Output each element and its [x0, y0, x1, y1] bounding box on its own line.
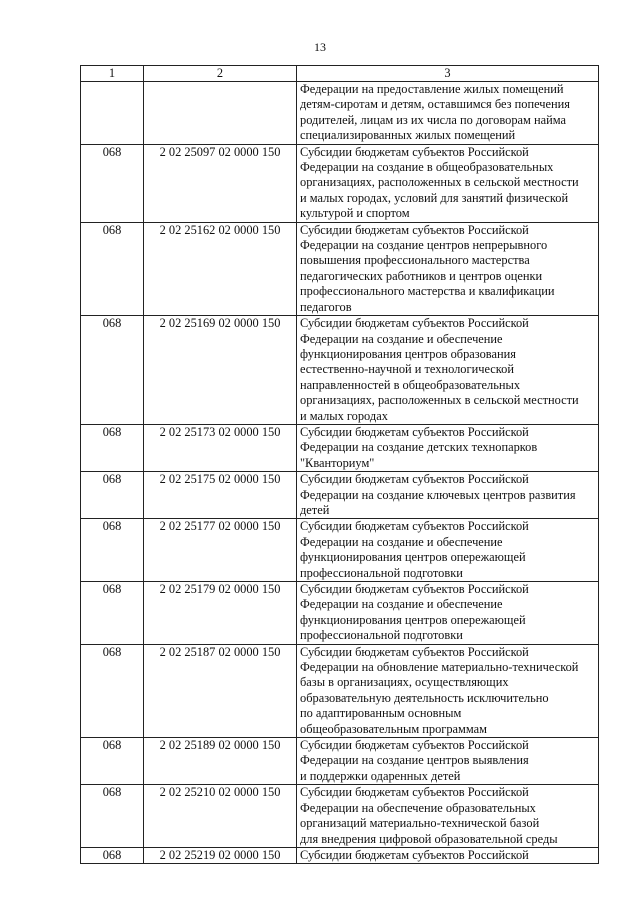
- description-line: базы в организациях, осуществляющих: [300, 675, 509, 690]
- description-cell: [297, 644, 599, 737]
- description-line: Субсидии бюджетам субъектов Российской: [300, 847, 529, 862]
- description-line: Субсидии бюджетам субъектов Российской: [300, 519, 529, 534]
- description-cell: [297, 738, 599, 785]
- revenue-code-cell: 2 02 25219 02 0000 150: [144, 847, 297, 863]
- admin-code-cell: 068: [81, 316, 144, 425]
- description-line: Федерации на создание и обеспечение: [300, 534, 503, 549]
- table-row: [81, 424, 599, 471]
- table-body: [81, 82, 599, 864]
- description-line: направленностей в общеобразовательных: [300, 377, 521, 392]
- description-line: Федерации на создание и обеспечение: [300, 597, 503, 612]
- description-line: профессиональной подготовки: [300, 628, 463, 643]
- description-line: и малых городах, условий для занятий физической: [300, 190, 569, 205]
- table-row: [81, 144, 599, 222]
- description-line: функционирования центров опережающей: [300, 612, 526, 627]
- description-line: Федерации на обновление материально-технической: [300, 660, 579, 675]
- description-line: детей: [300, 502, 330, 517]
- admin-code-cell: 068: [81, 472, 144, 519]
- revenue-code-cell: [144, 82, 297, 145]
- revenue-code-cell: 2 02 25173 02 0000 150: [144, 424, 297, 471]
- table-row: [81, 519, 599, 582]
- description-line: по адаптированным основным: [300, 706, 462, 721]
- table-row: [81, 644, 599, 737]
- revenue-code-cell: 2 02 25187 02 0000 150: [144, 644, 297, 737]
- description-line: Субсидии бюджетам субъектов Российской: [300, 316, 529, 331]
- table-row: [81, 472, 599, 519]
- description-line: Субсидии бюджетам субъектов Российской: [300, 738, 529, 753]
- description-line: для внедрения цифровой образовательной среды: [300, 831, 558, 846]
- description-cell: [297, 519, 599, 582]
- description-line: Субсидии бюджетам субъектов Российской: [300, 582, 529, 596]
- description-line: культурой и спортом: [300, 206, 410, 221]
- description-line: профессиональной подготовки: [300, 565, 463, 580]
- description-cell: [297, 144, 599, 222]
- column-header-3: 3: [297, 66, 599, 82]
- description-line: Федерации на создание центров непрерывного: [300, 238, 548, 253]
- description-line: организаций материально-технической базой: [300, 816, 540, 831]
- table-header-row: [81, 66, 599, 82]
- description-line: Субсидии бюджетам субъектов Российской: [300, 785, 529, 800]
- description-cell: [297, 424, 599, 471]
- admin-code-cell: 068: [81, 847, 144, 863]
- description-line: родителей, лицам из их числа по договорам найма: [300, 112, 566, 127]
- table-row: [81, 738, 599, 785]
- description-line: педагогических работников и центров оценки: [300, 268, 543, 283]
- description-line: Субсидии бюджетам субъектов Российской: [300, 644, 529, 659]
- description-line: Федерации на предоставление жилых помещений: [300, 82, 564, 96]
- description-line: естественно-научной и технологической: [300, 362, 514, 377]
- revenue-code-cell: 2 02 25189 02 0000 150: [144, 738, 297, 785]
- description-line: профессионального мастерства и квалификации: [300, 284, 555, 299]
- table-row: [81, 222, 599, 315]
- admin-code-cell: 068: [81, 644, 144, 737]
- revenue-code-cell: 2 02 25175 02 0000 150: [144, 472, 297, 519]
- budget-codes-table: [80, 65, 599, 864]
- description-line: организациях, расположенных в сельской местности: [300, 175, 579, 190]
- description-cell: [297, 82, 599, 145]
- table-row: [81, 582, 599, 645]
- description-line: Федерации на создание ключевых центров развития: [300, 487, 576, 502]
- description-cell: [297, 847, 599, 863]
- column-header-2: 2: [144, 66, 297, 82]
- table-row: [81, 82, 599, 145]
- table-row: [81, 847, 599, 863]
- description-line: и малых городах: [300, 408, 388, 423]
- description-line: Федерации на обеспечение образовательных: [300, 800, 536, 815]
- page-number: 13: [314, 40, 326, 54]
- admin-code-cell: 068: [81, 738, 144, 785]
- description-line: образовательную деятельность исключительно: [300, 690, 549, 705]
- admin-code-cell: 068: [81, 222, 144, 315]
- description-line: функционирования центров опережающей: [300, 550, 526, 565]
- revenue-code-cell: 2 02 25210 02 0000 150: [144, 785, 297, 848]
- description-cell: [297, 316, 599, 425]
- description-line: Субсидии бюджетам субъектов Российской: [300, 222, 529, 237]
- description-line: общеобразовательным программам: [300, 721, 487, 736]
- admin-code-cell: 068: [81, 519, 144, 582]
- description-line: детям-сиротам и детям, оставшимся без попечения: [300, 97, 570, 112]
- admin-code-cell: 068: [81, 424, 144, 471]
- description-line: Федерации на создание детских технопарков: [300, 440, 538, 455]
- description-cell: [297, 582, 599, 645]
- table-row: [81, 316, 599, 425]
- description-line: функционирования центров образования: [300, 346, 516, 361]
- description-line: Федерации на создание в общеобразовательных: [300, 160, 554, 175]
- description-cell: [297, 222, 599, 315]
- description-line: Субсидии бюджетам субъектов Российской: [300, 424, 529, 439]
- description-line: педагогов: [300, 299, 352, 314]
- description-line: Федерации на создание и обеспечение: [300, 331, 503, 346]
- description-cell: [297, 472, 599, 519]
- revenue-code-cell: 2 02 25097 02 0000 150: [144, 144, 297, 222]
- admin-code-cell: 068: [81, 582, 144, 645]
- column-header-1: 1: [81, 66, 144, 82]
- description-line: Федерации на создание центров выявления: [300, 753, 529, 768]
- description-line: Субсидии бюджетам субъектов Российской: [300, 144, 529, 159]
- description-cell: [297, 785, 599, 848]
- revenue-code-cell: 2 02 25179 02 0000 150: [144, 582, 297, 645]
- admin-code-cell: [81, 82, 144, 145]
- revenue-code-cell: 2 02 25177 02 0000 150: [144, 519, 297, 582]
- description-line: и поддержки одаренных детей: [300, 768, 461, 783]
- description-line: организациях, расположенных в сельской местности: [300, 393, 579, 408]
- table-row: [81, 785, 599, 848]
- admin-code-cell: 068: [81, 785, 144, 848]
- revenue-code-cell: 2 02 25169 02 0000 150: [144, 316, 297, 425]
- description-line: специализированных жилых помещений: [300, 128, 516, 143]
- description-line: Субсидии бюджетам субъектов Российской: [300, 472, 529, 487]
- revenue-code-cell: 2 02 25162 02 0000 150: [144, 222, 297, 315]
- admin-code-cell: 068: [81, 144, 144, 222]
- description-line: "Кванториум": [300, 455, 375, 470]
- description-line: повышения профессионального мастерства: [300, 253, 530, 268]
